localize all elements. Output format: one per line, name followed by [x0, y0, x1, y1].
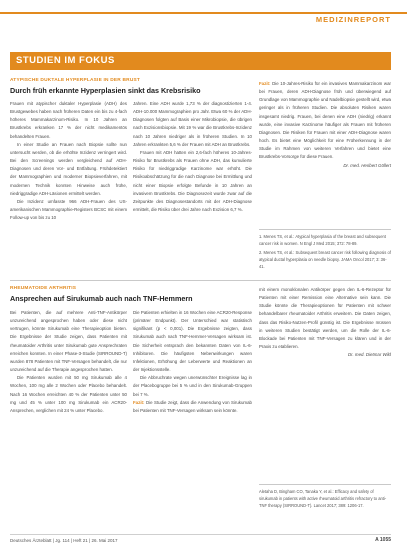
paragraph: Die Inzidenz umfasste 966 ADH-Frauen des US-amerikanischen Mammographie-Registers BCSC mit einem Follow-up von bis zu 10: [10, 198, 127, 221]
reference: 1. Menes TS, et al.: Atypical hyperplasia of the breast and subsequent cancer risk in women. N Engl J Med 2015; 372: 78-89.: [259, 234, 386, 246]
fazit-text: Die 10-Jahres-Risiko für ein invasives Mammakarzinom war bei Frauen, deren ADH-Diagnose früh und überwiegend auf Grundlage von Mammographie und Nadelbiopsie gestellt wird, etwa geringer als in früheren Studien. Die absoluten Risiken waren insgesamt niedrig. Frauen, bei denen eine ADH (niedrig) erkannt wurde, eine invasive Karzinome häufiger als Frauen mit früheren Diagnosen. Die Risiken für Frauen mit einer ADH-Diagnose waren hoch. Es bietet eine Möglichkeit für eine Früherkennung in der Studie im Rahmen von weiteren Verfahren und bietet eine Brustkrebs-Vorsorge für diese Frauen.: [259, 81, 391, 160]
article1-column-3: [259, 80, 391, 170]
article2-column-2: [133, 309, 252, 415]
banner-title: STUDIEN IM FOKUS: [16, 55, 115, 66]
article2-kicker: RHEUMATOIDE ARTHRITIS: [10, 286, 77, 291]
paragraph: Jahren. Eine ADH wurde 1,73 % der diagnostizierten 1-4. ADH-10.000 Mammographien pro Jahr. Etwa 60 % der ADH-Diagnosen folgten auf Basis einer Mikrobiopsie, die übrigen nach Exzisionsbiopsie. Mit 19 % war die Brustkrebs-Inzidenz nach 10 Jahren niedriger als in früheren Studien. In 10 Jahren erkrankten 5,6 % der Frauen mit ADH an Brustkrebs.: [133, 101, 252, 147]
author-signature: Dr. med. Heribert Göllert: [343, 162, 391, 168]
article1-references: [259, 234, 391, 273]
paragraph: Bei Patienten, die auf mehrere Anti-TNF-Antikörper unzureichend angesprochen haben oder diese nicht vertrugen, könnte Sirukumab eine Therapieoption bieten. Die Ergebnisse der Studie zeigen, dass Patienten mit rheumatoider Arthritis unter Sirukumab gute Ansprechraten erreichen konnten. In einer Phase-3-Studie (SIRROUND-T) wurden 878 Patienten mit TNF-Versagen behandelt, die nur unzureichend auf die Therapie angesprochen hatten.: [10, 310, 127, 373]
article-divider: [10, 280, 391, 281]
article1-kicker: ATYPISCHE DUKTALE HYPERPLASIE IN DER BRUST: [10, 78, 141, 83]
footer-rule: [10, 534, 391, 535]
article2-headline: Ansprechen auf Sirukumab auch nach TNF-Hemmern: [10, 294, 193, 303]
article2-column-1: [10, 309, 127, 415]
paragraph: Die Patienten erhielten in 16 Wochen eine ACR20-Response (primärer Endpunkt). Der Unterschied war statistisch signifikant (p < 0,001). Die Ergebnisse zeigten, dass Sirukumab auch nach TNF-Hemmer-Versagen wirksam ist. Die Sicherheit entsprach den bekannten Daten von IL-6-Inhibitoren. Die häufigsten Nebenwirkungen waren Infektionen, Erhöhung der Leberwerte und Reaktionen an der Injektionsstelle.: [133, 310, 252, 373]
article1-column-1: [10, 100, 127, 222]
fazit-label: Fazit:: [133, 399, 145, 405]
reference: 2. Menes TS, et al.: Subsequent breast cancer risk following diagnosis of atypical ductal hyperplasia on needle biopsy. JAMA Oncol 2017; 3: 36-41.: [259, 249, 391, 269]
fazit-text: Die Studie zeigt, dass die Anwendung von Sirukumab bei Patienten mit TNF-Versagen wirksam sein könnte.: [133, 399, 252, 413]
reference: Aletaha D, Bingham CO, Tanaka Y, et al.: Efficacy and safety of sirukumab in patients with active rheumatoid arthritis refractory to anti-TNF therapy (SIRROUND-T). Lancet 2017; 389: 1206-17.: [259, 489, 387, 508]
article2-column-3: [259, 286, 391, 359]
paragraph: mit einem monoklonalen Antikörper gegen den IL-6-Rezeptor für Patienten mit einer Remission eine Alternative sein kann. Die Studie könnte die Therapieoptionen für Patienten mit schwer behandelbarer rheumatoider Arthritis erweitern. Die Daten zeigen, dass das Risiko-Nutzen-Profil günstig ist. Die Ergebnisse müssen in weiteren Studien bestätigt werden, um die Rolle der IL-6-Blockade bei Patienten mit TNF-Versagen zu klären und in der Praxis zu etablieren.: [259, 287, 391, 350]
paragraph: Die Patienten wurden mit 50 mg Sirukumab alle 4 Wochen, 100 mg alle 2 Wochen oder Placebo behandelt. Nach 16 Wochen erreichten 40 % der Patienten unter 50 mg und 45 % unter 100 mg Sirukumab ein ACR20-Ansprechen, verglichen mit 24 % unter Placebo.: [10, 375, 127, 413]
section-banner: [10, 52, 391, 70]
journal-citation: Deutsches Ärzteblatt | Jg. 114 | Heft 21 | 26. Mai 2017: [10, 538, 118, 543]
paragraph: Frauen mit ADH hatten ein 2,6-fach höheres 10-Jahres-Risiko für Brustkrebs als Frauen ohne ADH, das kumulierte Risiko für niedriggradige Karzinome war erhöht. Die Risikoabschätzung für die nach Diagnose bei Ermittlung und nicht einer Biopsie erfolgte Befunde in 10 Jahren an invasivem Brustkrebs. Die Diagnosezeit wurde zwar auf die Zeitpunkte des Diagnosestandorts mit der ADH-Diagnose ermittelt, die Risiko über drei Jahre nach Exzision 6,7 %.: [133, 149, 252, 213]
article1-headline: Durch früh erkannte Hyperplasien sinkt das Krebsrisiko: [10, 86, 201, 95]
author-signature: Dr. med. Dietmar Wild: [348, 352, 391, 358]
article2-references: [259, 489, 391, 512]
divider: [259, 484, 391, 485]
header-rule: [0, 12, 407, 14]
paragraph: Die Abbruchrate wegen unerwünschter Ereignisse lag in der Placebogruppe bei 5 % und in den Sirukumab-Gruppen bei 7 %.: [133, 375, 252, 397]
page-number: A 1055: [375, 537, 391, 543]
paragraph: Frauen mit atypischer duktaler Hyperplasie (ADH) des Brustgewebes haben nach früheren Daten ein bis zu 4-fach höheres Mammakarzinom-Risiko. In 10 Jahren an Brustkrebs erkranken 17 % der nicht medikamentös behandelten Frauen.: [10, 101, 127, 139]
paragraph: In einer Studie an Frauen nach Biopsie sollte nun untersucht werden, ob die erhöhte Inzidenz verringert wird. Bei den Screenings werden vergleichend auf ADH-Diagnosen und deren Vor- und Entfaltung. Frühdetektiert der Mammographien und moderner Biopsieverfahren, mit modernen Technik konnten Hinweise auch frühe, niedriggradige ADH-Läsionen ermittelt werden.: [10, 141, 127, 196]
fazit-label: Fazit:: [259, 81, 271, 86]
divider: [259, 229, 391, 230]
article1-column-2: [133, 100, 252, 214]
section-label: MEDIZINREPORT: [315, 15, 391, 24]
